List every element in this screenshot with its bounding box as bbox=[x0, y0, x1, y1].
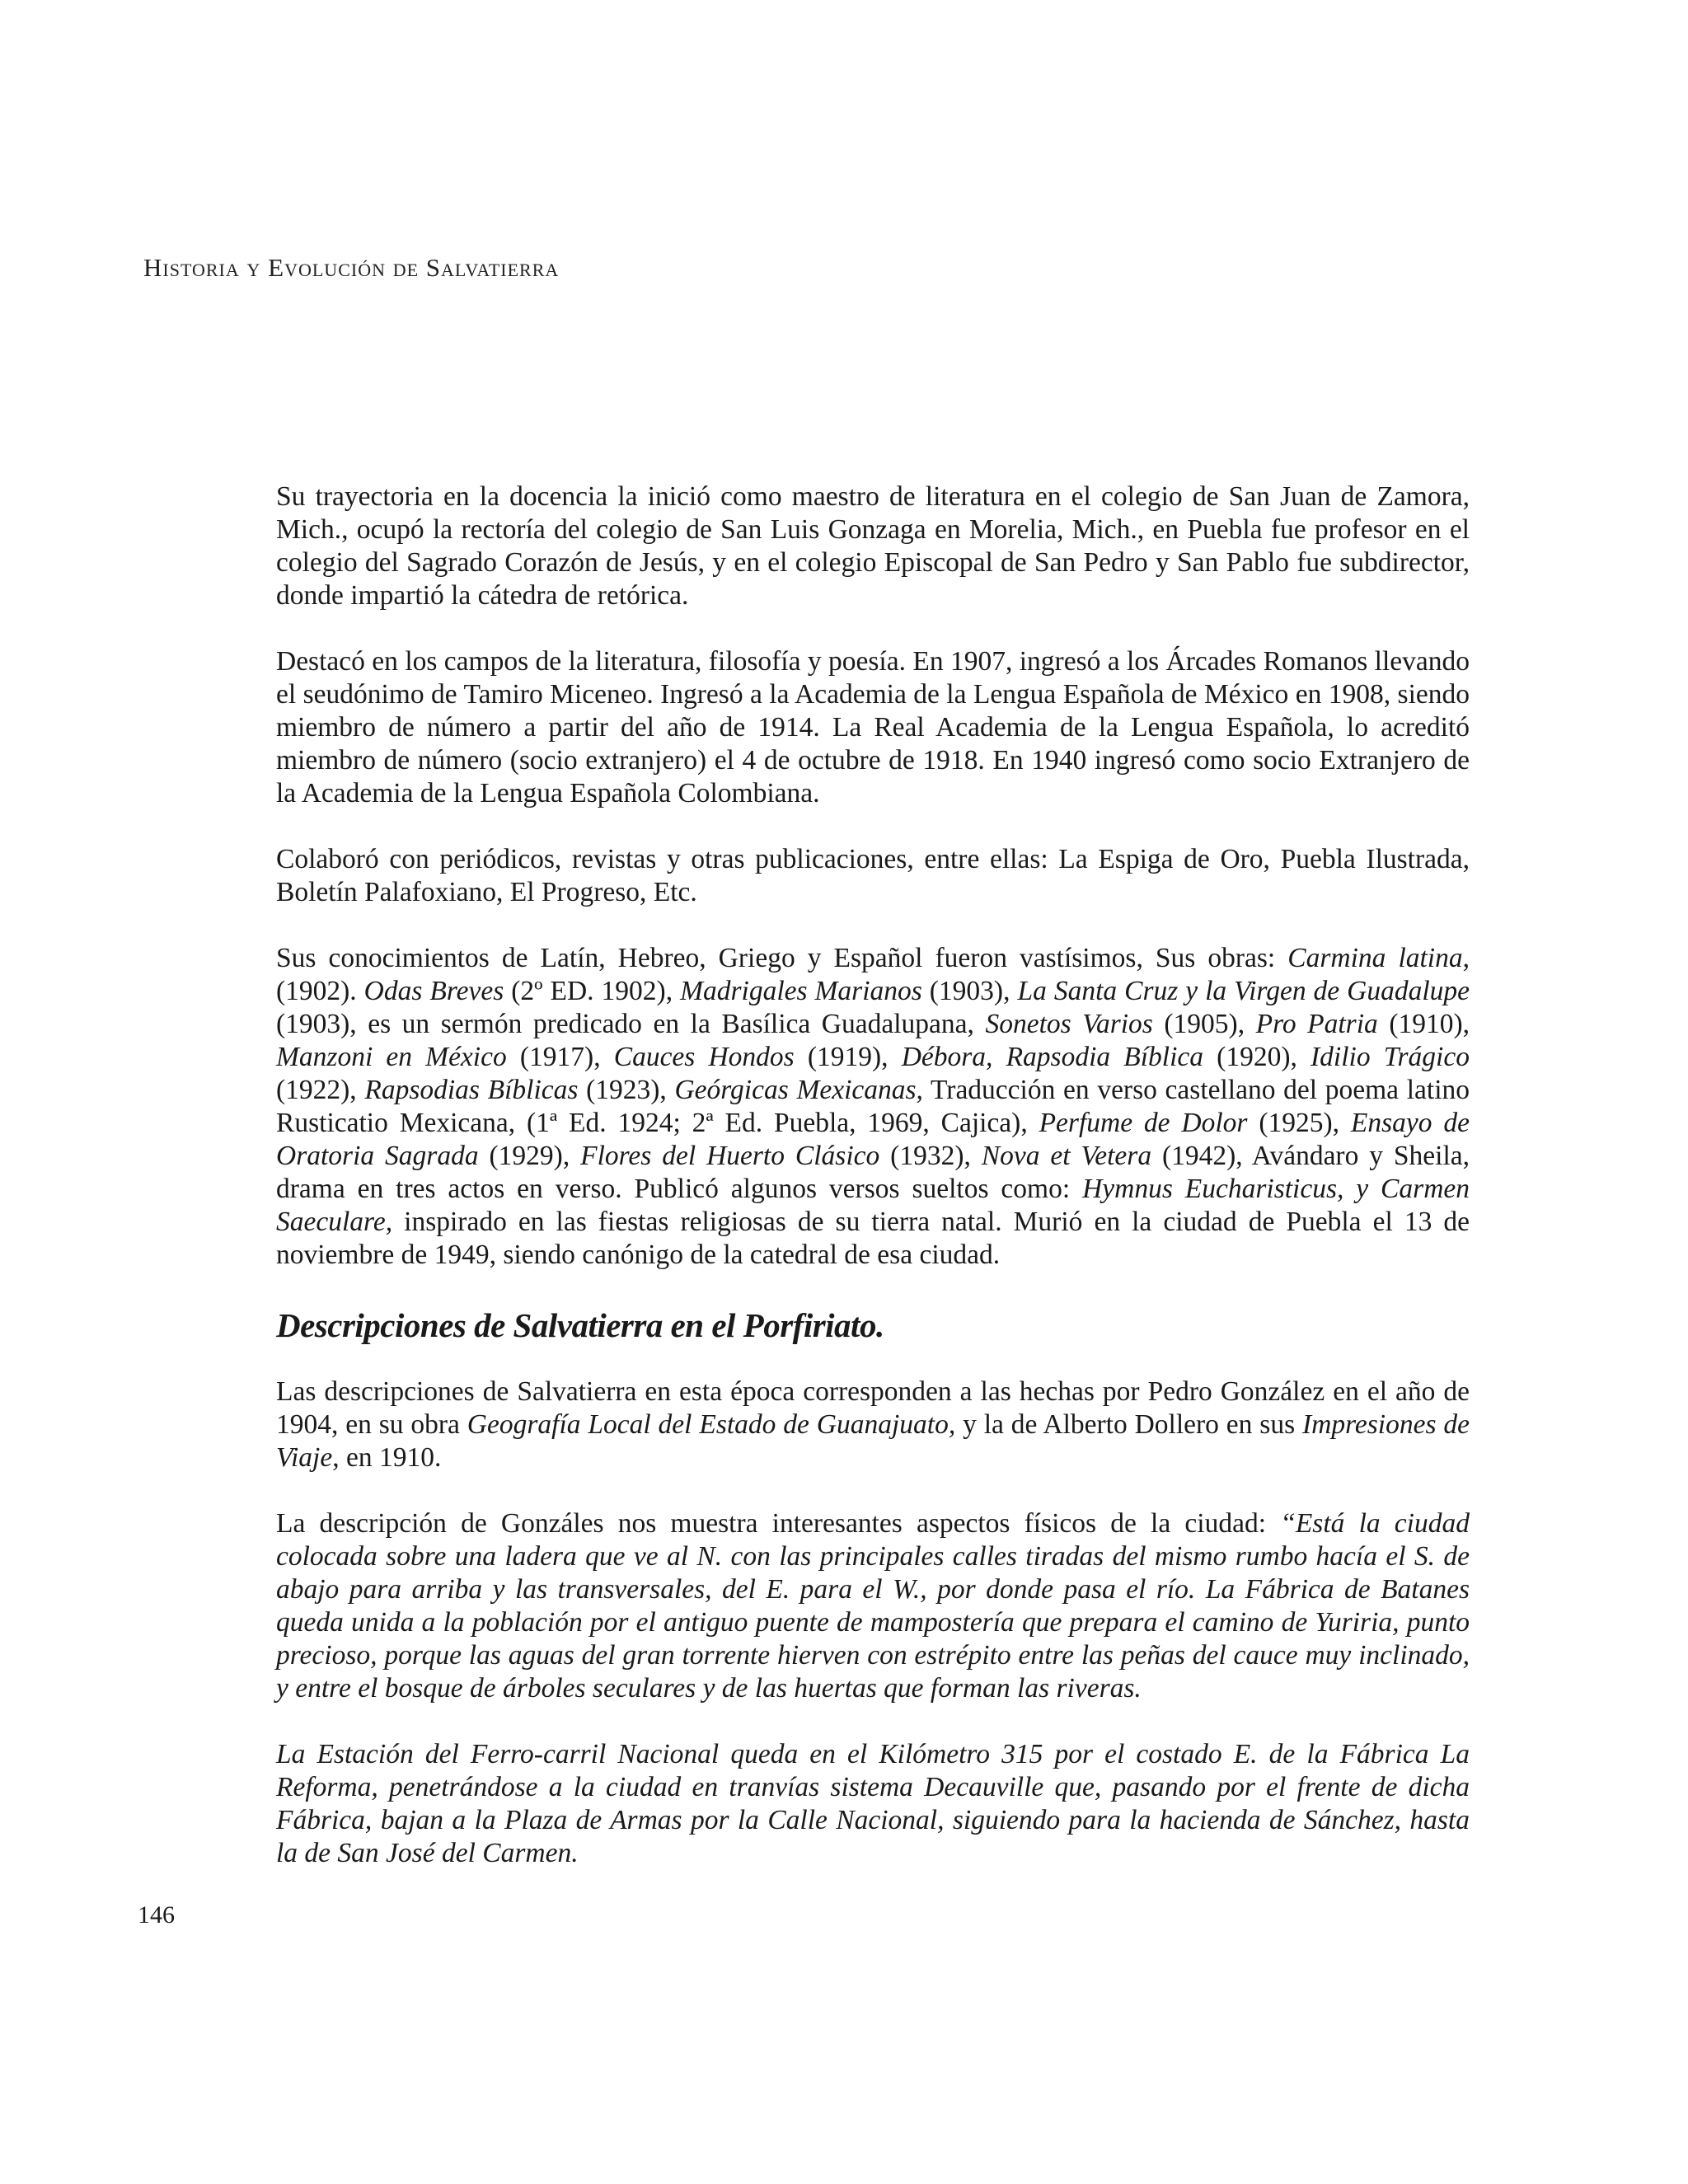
section-heading: Descripciones de Salvatierra en el Porfiriato. bbox=[276, 1306, 884, 1344]
text-span: (1917), bbox=[506, 1042, 614, 1072]
text-span: (1932), bbox=[879, 1141, 982, 1171]
text-span: La descripción de Gonzáles nos muestra interesantes aspectos físicos de la ciudad: bbox=[276, 1508, 1281, 1539]
work-title: Cauces Hondos bbox=[613, 1042, 795, 1072]
page-number: 146 bbox=[138, 1901, 175, 1929]
paragraph-teaching-career: Su trayectoria en la docencia la inició como maestro de literatura en el colegio de San Juan de Zamora, Mich., ocupó la rectoría del colegio de San Luis Gonzaga en Morelia, Mich., en Puebla fue profesor en el colegio del Sagrado Corazón de Jesús, y en el colegio Episcopal de San Pedro y San Pablo fue subdirector, donde impartió la cátedra de retórica. bbox=[276, 481, 1470, 611]
work-title: Hymnus Eucharisticus, y Carmen Saeculare, bbox=[276, 1174, 1470, 1237]
text-span: (2º ED. 1902), bbox=[504, 976, 681, 1006]
paragraph-gonzales-description bbox=[276, 1507, 1470, 1705]
text-span: , (1902). bbox=[276, 943, 1470, 1006]
text-span: y la de Alberto Dollero en sus bbox=[955, 1409, 1302, 1440]
paragraph-railway-station: La Estación del Ferro-carril Nacional queda en el Kilómetro 315 por el costado E. de la Fábrica La Reforma, penetrándose a la ciudad en tranvías sistema Decauville que, pasando por el frente de dicha Fábrica, bajan a la Plaza de Armas por la Calle Nacional, siguiendo para la hacienda de Sánchez, hasta la de San José del Carmen. bbox=[276, 1739, 1470, 1868]
text-span: (1925), bbox=[1247, 1108, 1351, 1138]
text-span: inspirado en las fiestas religiosas de su tierra natal. Murió en la ciudad de Puebla el 13 de noviembre de 1949, siendo canónigo de la catedral de esa ciudad. bbox=[276, 1207, 1470, 1270]
work-title: Manzoni en México bbox=[276, 1042, 507, 1072]
text-span: (1929), bbox=[478, 1141, 581, 1171]
quotation: “Está la ciudad colocada sobre una ladera que ve al N. con las principales calles tiradas del mismo rumbo hacía el S. de abajo para arriba y las transversales, del E. para el W., por donde pasa el río. La Fábrica de Batanes queda unida a la población por el antiguo puente de mampostería que prepara el camino de Yuriria, punto precioso, porque las aguas del gran torrente hierven con estrépito entre las peñas del cauce muy inclinado, y entre el bosque de árboles seculares y de las huertas que forman las riveras. bbox=[276, 1508, 1470, 1704]
text-span: (1910), bbox=[1377, 1009, 1470, 1039]
work-title: Sonetos Varios bbox=[985, 1009, 1153, 1039]
text-span: (1942), Avándaro y Sheila, drama en tres actos en verso. Publicó algunos versos sueltos como: bbox=[276, 1141, 1470, 1204]
text-span: (1919), bbox=[794, 1042, 902, 1072]
text-span: (1920), bbox=[1203, 1042, 1311, 1072]
work-title: Odas Breves bbox=[363, 976, 504, 1006]
work-title: Idilio Trágico bbox=[1311, 1042, 1470, 1072]
work-title: Carmina latina bbox=[1287, 943, 1463, 973]
work-title: Impresiones de Viaje bbox=[276, 1409, 1470, 1473]
work-title: Madrigales Marianos bbox=[680, 976, 922, 1006]
paragraph-works-list bbox=[276, 942, 1470, 1272]
text-span: (1922), bbox=[276, 1075, 365, 1105]
work-title: Geórgicas Mexicanas, bbox=[674, 1075, 923, 1105]
text-span: (1923), bbox=[578, 1075, 675, 1105]
page-body bbox=[276, 480, 1470, 1903]
work-title: Perfume de Dolor bbox=[1039, 1108, 1248, 1138]
running-header: Historia y Evolución de Salvatierra bbox=[143, 253, 560, 282]
paragraph-literary-fields: Destacó en los campos de la literatura, filosofía y poesía. En 1907, ingresó a los Árcades Romanos llevando el seudónimo de Tamiro Miceneo. Ingresó a la Academia de la Lengua Española de México en 1908, siendo miembro de número a partir del año de 1914. La Real Academia de la Lengua Española, lo acreditó miembro de número (socio extranjero) el 4 de octubre de 1918. En 1940 ingresó como socio Extranjero de la Academia de la Lengua Española Colombiana. bbox=[276, 646, 1470, 808]
text-span: , en 1910. bbox=[332, 1442, 442, 1473]
paragraph-publications: Colaboró con periódicos, revistas y otras publicaciones, entre ellas: La Espiga de Oro, Puebla Ilustrada, Boletín Palafoxiano, El Progreso, Etc. bbox=[276, 844, 1470, 907]
text-span: Las descripciones de Salvatierra en esta época corresponden a las hechas por Pedro González en el año de 1904, en su obra bbox=[276, 1376, 1470, 1440]
text-span: Traducción en verso castellano del poema latino Rusticatio Mexicana, (1ª Ed. 1924; 2ª Ed. Puebla, 1969, Cajica), bbox=[276, 1075, 1470, 1138]
text-span: (1905), bbox=[1152, 1009, 1256, 1039]
work-title: Pro Patria bbox=[1255, 1009, 1378, 1039]
work-title: La Santa Cruz y la Virgen de Guadalupe bbox=[1017, 976, 1470, 1006]
work-title: Ensayo de Oratoria Sagrada bbox=[276, 1108, 1470, 1171]
work-title: Nova et Vetera bbox=[981, 1141, 1152, 1171]
work-title: Flores del Huerto Clásico bbox=[580, 1141, 880, 1171]
text-span: (1903), es un sermón predicado en la Basílica Guadalupana, bbox=[276, 1009, 986, 1039]
work-title: Geografía Local del Estado de Guanajuato, bbox=[467, 1409, 956, 1440]
text-span: Sus conocimientos de Latín, Hebreo, Griego y Español fueron vastísimos, Sus obras: bbox=[276, 943, 1288, 973]
work-title: Rapsodias Bíblicas bbox=[364, 1075, 579, 1105]
paragraph-descriptions-intro bbox=[276, 1376, 1470, 1474]
work-title: Débora, Rapsodia Bíblica bbox=[901, 1042, 1204, 1072]
text-span: (1903), bbox=[921, 976, 1018, 1006]
